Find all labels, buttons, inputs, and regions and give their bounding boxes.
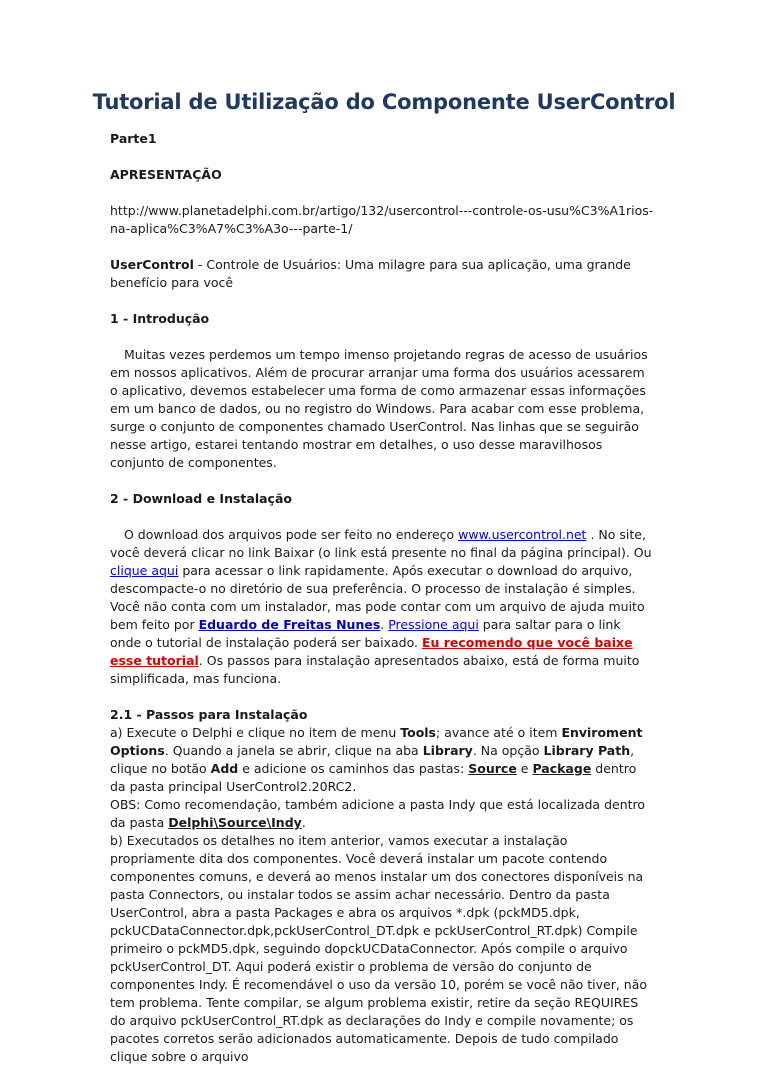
text-run: , clique no botão — [110, 743, 635, 776]
text-run: . Os passos para instalação apresentados abaixo, está de forma muito simplificada, mas funciona. — [110, 653, 640, 686]
section-2-paragraph — [110, 526, 655, 688]
text-run: . — [301, 815, 306, 830]
text-run: . — [380, 617, 389, 632]
usercontrol-site-link[interactable]: www.usercontrol.net — [458, 527, 587, 542]
text-run: para saltar para o link onde o tutorial de instalação poderá ser baixado. — [110, 617, 621, 650]
page-title: Tutorial de Utilização do Componente UserControl — [92, 90, 676, 114]
clique-aqui-link[interactable]: clique aqui — [110, 563, 179, 578]
section-apresentacao-heading: APRESENTAÇÃO — [110, 167, 222, 182]
text-run: O download dos arquivos pode ser feito no endereço — [124, 527, 459, 542]
document-body — [110, 130, 655, 1066]
menu-enviroment-options: Enviroment Options — [110, 725, 643, 758]
menu-tools: Tools — [400, 725, 437, 740]
folder-source: Source — [468, 761, 517, 776]
section-1-heading: 1 - Introdução — [110, 311, 210, 326]
pressione-aqui-link[interactable]: Pressione aqui — [388, 617, 479, 632]
intro-strong: UserControl — [110, 257, 194, 272]
text-run: e — [516, 761, 533, 776]
text-run: e adicione os caminhos das pastas: — [238, 761, 469, 776]
intro-paragraph — [110, 256, 655, 292]
option-library-path: Library Path — [543, 743, 631, 758]
text-run: dentro da pasta principal UserControl2.20RC2. — [110, 761, 637, 794]
obs-paragraph — [110, 796, 655, 832]
text-run: OBS: Como recomendação, também adicione a pasta Indy que está localizada dentro da pasta — [110, 797, 646, 830]
author-link[interactable]: Eduardo de Freitas Nunes — [198, 617, 381, 632]
text-run: . No site, você deverá clicar no link Baixar (o link está presente no final da página principal). Ou — [110, 527, 652, 560]
tab-library: Library — [422, 743, 473, 758]
text-run: . Quando a janela se abrir, clique na aba — [164, 743, 423, 758]
indy-path: Delphi\Source\Indy — [168, 815, 302, 830]
part-label: Parte1 — [110, 131, 157, 146]
section-2-1-heading: 2.1 - Passos para Instalação — [110, 707, 308, 722]
recommended-tutorial-link[interactable]: Eu recomendo que você baixe esse tutorial — [110, 635, 633, 668]
step-b-paragraph: b) Executados os detalhes no item anterior, vamos executar a instalação propriamente dita dos componentes. Você deverá instalar um pacote contendo componentes comuns, e deverá ao menos instalar um dos conectores disponíveis na pasta Connectors, ou instalar todos se assim achar necessário. Dentro da pasta UserControl, abra a pasta Packages e abra os arquivos *.dpk (pckMD5.dpk, pckUCDataConnector.dpk,pckUserControl_DT.dpk e pckUserControl_RT.dpk) Compile primeiro o pckMD5.dpk, seguindo dopckUCDataConnector. Após compile o arquivo pckUserControl_DT. Aqui poderá existir o problema de versão do conjunto de componentes Indy. É recomendável o uso da versão 10, porém se você não tiver, não tem problema. Tente compilar, se algum problema existir, retire da seção REQUIRES do arquivo pckUserControl_RT.dpk as declarações do Indy e compile novamente; os pacotes corretos serão adicionados automaticamente. Depois de tudo compilado clique sobre o arquivo — [110, 833, 648, 1064]
intro-text: - Controle de Usuários: Uma milagre para sua aplicação, uma grande benefício para você — [110, 257, 631, 290]
section-1-paragraph: Muitas vezes perdemos um tempo imenso projetando regras de acesso de usuários em nossos aplicativos. Além de procurar arranjar uma forma dos usuários acessarem o aplicativo, devemos estabelecer uma forma de como armazenar essas informações em um banco de dados, ou no registro do Windows. Para acabar com esse problema, surge o conjunto de componentes chamado UserControl. Nas linhas que se seguirão nesse artigo, estarei tentando mostrar em detalhes, o uso desse maravilhosos conjunto de componentes. — [110, 347, 648, 470]
text-run: a) Execute o Delphi e clique no item de menu — [110, 725, 401, 740]
step-a-paragraph — [110, 724, 655, 796]
text-run: . Na opção — [472, 743, 544, 758]
folder-package: Package — [532, 761, 592, 776]
button-add-label: Add — [210, 761, 239, 776]
source-url: http://www.planetadelphi.com.br/artigo/132/usercontrol---controle-os-usu%C3%A1rios-na-aplica%C3%A7%C3%A3o---parte-1/ — [110, 203, 654, 236]
text-run: para acessar o link rapidamente. Após executar o download do arquivo, descompacte-o no diretório de sua preferência. O processo de instalação é simples. Você não conta com um instalador, mas pode contar com um arquivo de ajuda muito bem feito por — [110, 563, 645, 632]
text-run: ; avance até o item — [436, 725, 562, 740]
section-2-heading: 2 - Download e Instalação — [110, 491, 292, 506]
